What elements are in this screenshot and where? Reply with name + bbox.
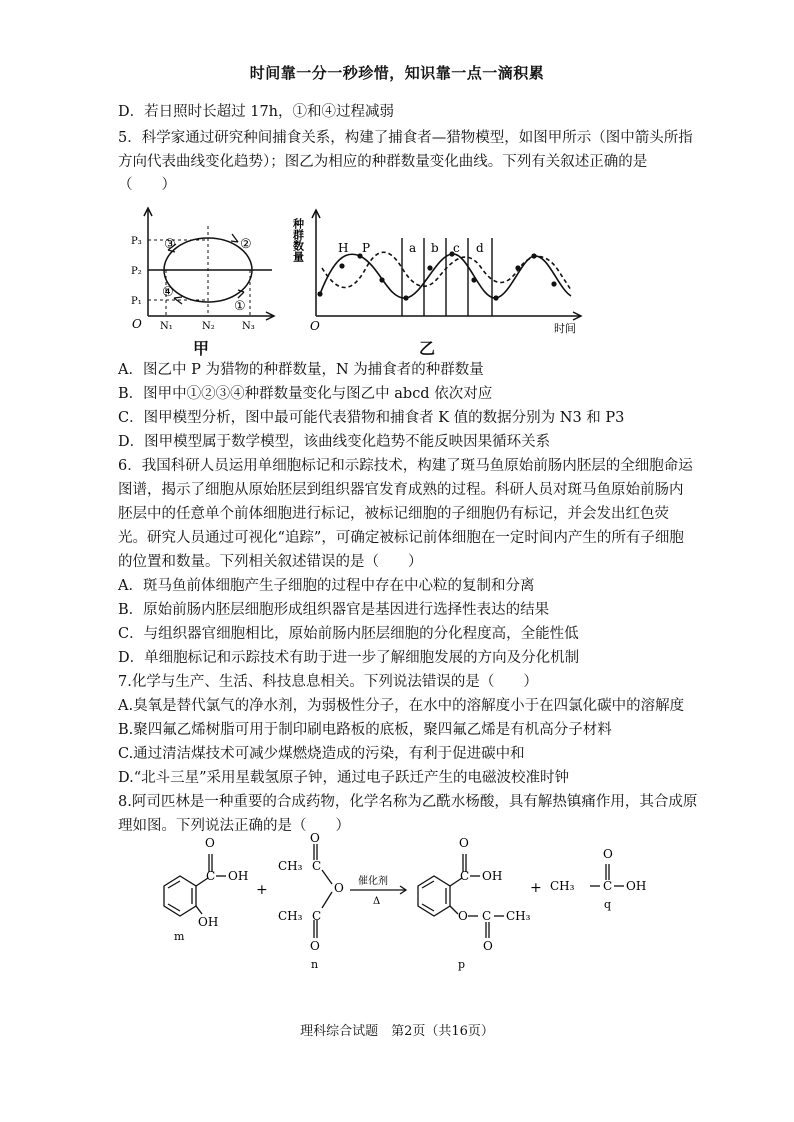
label-n: n: [311, 958, 319, 971]
q7-stem: 7.化学与生产、生活、科技息息相关。下列说法错误的是（ ）: [118, 674, 538, 690]
q-carbonyl-o: O: [603, 847, 613, 861]
q6-option-c: C．与组织器官细胞相比，原始前肠内胚层细胞的分化程度高，全能性低: [118, 626, 579, 642]
jia-marker-2: ②: [240, 237, 252, 252]
n-bridge-o: O: [334, 881, 344, 895]
m-carbonyl-o: O: [205, 836, 215, 850]
q5-option-d: D．图甲模型属于数学模型，该曲线变化趋势不能反映因果循环关系: [118, 434, 551, 450]
q7-option-b: B.聚四氟乙烯树脂可用于制印刷电路板的底板，聚四氟乙烯是有机高分子材料: [118, 722, 612, 738]
m-phenol-oh: OH: [198, 915, 219, 929]
q5-option-c: C．图甲模型分析，图中最可能代表猎物和捕食者 K 值的数据分别为 N3 和 P3: [118, 410, 625, 426]
q-oh: OH: [626, 879, 647, 893]
p-carboxyl-c: C: [460, 869, 470, 883]
p-ester-o: O: [458, 909, 468, 923]
heat-label: Δ: [373, 896, 381, 907]
n-bottom-o: O: [310, 939, 320, 953]
p-ester-c: C: [482, 909, 492, 923]
m-carboxyl-oh: OH: [228, 869, 249, 883]
yi-segment-d: d: [476, 241, 484, 255]
reaction-scheme: [150, 831, 670, 976]
plus-2: +: [530, 880, 542, 896]
q6-stem-line4: 光。研究人员通过可视化“追踪”，可确定被标记前体细胞在一定时间内产生的所有子细胞: [118, 530, 684, 546]
figure-jia: [128, 204, 278, 339]
q6-stem-line2: 图谱，揭示了细胞从原始胚层到组织器官发育成熟的过程。科研人员对斑马鱼原始前肠内: [118, 482, 684, 498]
p-ester-carbonyl-o: O: [483, 939, 493, 953]
q7-option-c: C.通过清洁煤技术可减少煤燃烧造成的污染，有利于促进碳中和: [118, 746, 525, 762]
n-c-bottom: C: [312, 909, 322, 923]
q7-option-a: A.臭氧是替代氯气的净水剂，为弱极性分子，在水中的溶解度小于在四氯化碳中的溶解度: [118, 698, 685, 714]
jia-tick-n3: N₃: [242, 321, 255, 332]
q6-stem-line3: 胚层中的任意单个前体细胞进行标记，被标记细胞的子细胞仍有标记，并会发出红色荧: [118, 506, 669, 522]
q5-stem-line1: 5．科学家通过研究种间捕食关系，构建了捕食者—猎物模型，如图甲所示（图中箭头所指: [118, 130, 693, 146]
q5-option-a: A．图乙中 P 为猎物的种群数量，N 为捕食者的种群数量: [118, 362, 484, 378]
q6-option-d: D．单细胞标记和示踪技术有助于进一步了解细胞发展的方向及分化机制: [118, 650, 580, 666]
jia-tick-n2: N₂: [202, 321, 215, 332]
jia-marker-4: ④: [162, 285, 174, 300]
jia-tick-p2: P₂: [131, 266, 142, 277]
n-ch3-top: CH₃: [278, 859, 303, 873]
q8-stem-line1: 8.阿司匹林是一种重要的合成药物，化学名称为乙酰水杨酸，具有解热镇痛作用，其合成原: [118, 794, 698, 810]
figure-yi: [291, 208, 596, 338]
n-top-o: O: [310, 831, 320, 845]
jia-tick-n1: N₁: [160, 321, 173, 332]
p-ch3: CH₃: [506, 909, 531, 923]
n-ch3-bottom: CH₃: [278, 909, 303, 923]
jia-origin: O: [132, 317, 142, 331]
m-benzene-ring: [164, 876, 196, 916]
q6-option-b: B．原始前肠内胚层细胞形成组织器官是基因进行选择性表达的结果: [118, 602, 550, 618]
yi-caption: 乙: [419, 339, 436, 358]
yi-segment-c: c: [453, 241, 460, 255]
n-c-top: C: [312, 859, 322, 873]
yi-origin: O: [310, 319, 320, 333]
m-carboxyl-c: C: [206, 869, 216, 883]
jia-marker-1: ①: [234, 299, 246, 314]
q5-option-b: B．图甲中①②③④种群数量变化与图乙中 abcd 依次对应: [118, 386, 493, 402]
p-carbonyl-o: O: [459, 836, 469, 850]
yi-xlabel: 时间: [554, 322, 576, 335]
q4-option-d: D．若日照时长超过 17h，①和④过程减弱: [118, 104, 395, 120]
jia-tick-p1: P₁: [131, 296, 142, 307]
jia-marker-3: ③: [164, 237, 176, 252]
jia-caption: 甲: [193, 339, 210, 358]
q6-stem-line5: 的位置和数量。下列相关叙述错误的是（ ）: [118, 554, 423, 570]
label-p: p: [458, 958, 466, 971]
plus-1: +: [256, 882, 268, 898]
q-c: C: [603, 879, 613, 893]
yi-series-h: H: [338, 241, 349, 255]
q7-option-d: D.“北斗三星”采用星载氢原子钟，通过电子跃迁产生的电磁波校准时钟: [118, 770, 570, 786]
p-benzene-ring: [418, 876, 450, 916]
page-footer: 理科综合试题 第2页（共16页）: [300, 1024, 494, 1039]
q-ch3: CH₃: [550, 879, 575, 893]
label-q: q: [604, 898, 612, 911]
q5-stem-line2: 方向代表曲线变化趋势）；图乙为相应的种群数量变化曲线。下列有关叙述正确的是: [118, 154, 648, 170]
catalyst-label: 催化剂: [358, 876, 388, 887]
yi-series-p: P: [362, 241, 371, 255]
q5-answer-bracket: （ ）: [118, 177, 176, 193]
p-carboxyl-oh: OH: [482, 869, 503, 883]
q8-stem-line2: 理如图。下列说法正确的是（ ）: [118, 818, 350, 834]
yi-ylabel: 种群数量: [291, 218, 305, 262]
yi-segment-a: a: [409, 241, 417, 255]
q6-option-a: A．斑马鱼前体细胞产生子细胞的过程中存在中心粒的复制和分离: [118, 578, 535, 594]
q6-stem-line1: 6．我国科研人员运用单细胞标记和示踪技术，构建了斑马鱼原始前肠内胚层的全细胞命运: [118, 458, 693, 474]
label-m: m: [174, 930, 185, 943]
yi-segment-b: b: [431, 241, 439, 255]
page-header: 时间靠一分一秒珍惜，知识靠一点一滴积累: [249, 64, 545, 82]
jia-tick-p3: P₃: [131, 236, 142, 247]
